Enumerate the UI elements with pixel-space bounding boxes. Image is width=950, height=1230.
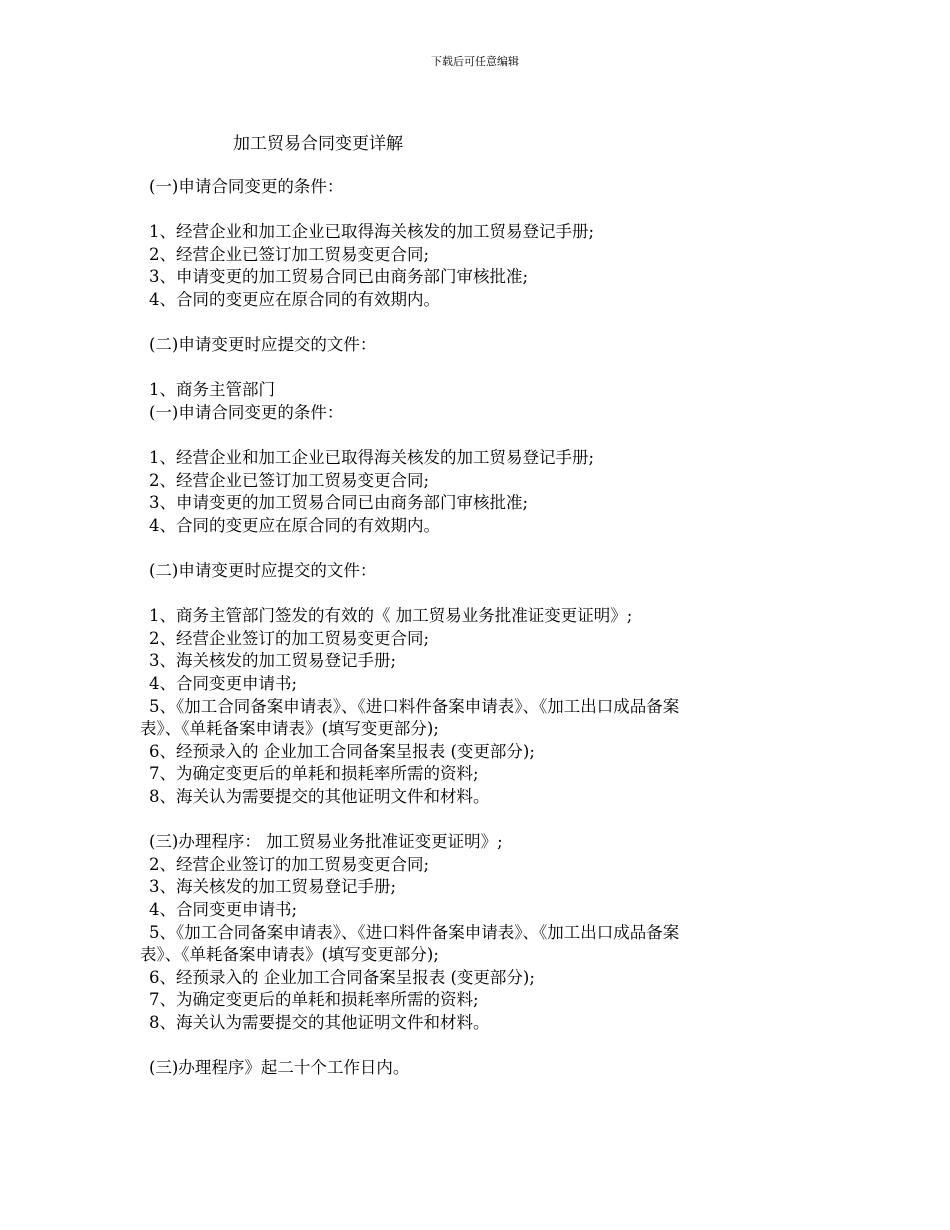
paragraph-gap [140,809,805,832]
document-body [140,176,805,1080]
document-line: 8、海关认为需要提交的其他证明文件和材料。 [149,787,490,807]
document-line: (二)申请变更时应提交的文件： [149,335,377,355]
paragraph-gap [140,425,805,448]
document-line: 6、经预录入的 企业加工合同备案呈报表 (变更部分); [149,741,535,761]
document-line: 表》、《单耗备案申请表》(填写变更部分); [140,945,439,965]
document-line: 5、《加工合同备案申请表》、《进口料件备案申请表》、《加工出口成品备案 [149,922,680,942]
document-line: (一)申请合同变更的条件： [149,402,344,422]
document-line: 3、海关核发的加工贸易登记手册; [149,877,397,897]
document-line: 2、经营企业已签订加工贸易变更合同; [149,470,430,490]
document-line: 3、申请变更的加工贸易合同已由商务部门审核批准; [149,267,529,287]
paragraph-gap [140,583,805,606]
paragraph-gap [140,199,805,222]
document-line: 3、申请变更的加工贸易合同已由商务部门审核批准; [149,493,529,513]
document-line: 表》、《单耗备案申请表》(填写变更部分); [140,719,439,739]
document-line: 4、合同的变更应在原合同的有效期内。 [149,289,440,309]
document-line: (一)申请合同变更的条件： [149,177,344,196]
document-line: 2、经营企业签订的加工贸易变更合同; [149,628,430,648]
document-line: 3、海关核发的加工贸易登记手册; [149,651,397,671]
document-line: 2、经营企业已签订加工贸易变更合同; [149,244,430,264]
document-line: 1、商务主管部门 [149,380,275,400]
document-line: 8、海关认为需要提交的其他证明文件和材料。 [149,1012,490,1032]
page-header-note: 下载后可任意编辑 [431,55,519,68]
document-line: 7、为确定变更后的单耗和损耗率所需的资料; [149,764,479,784]
paragraph-gap [140,538,805,561]
document-line: 4、合同的变更应在原合同的有效期内。 [149,515,440,535]
document-line: 6、经预录入的 企业加工合同备案呈报表 (变更部分); [149,967,535,987]
document-line: 2、经营企业签订的加工贸易变更合同; [149,854,430,874]
document-line: 1、商务主管部门签发的有效的《 加工贸易业务批准证变更证明》; [149,606,633,626]
document-line: 4、合同变更申请书; [149,674,298,694]
document-line: 4、合同变更申请书; [149,900,298,919]
document-line: 5、《加工合同备案申请表》、《进口料件备案申请表》、《加工出口成品备案 [149,696,680,716]
document-line: (三)办理程序： 加工贸易业务批准证变更证明》; [149,832,503,852]
paragraph-gap [140,312,805,335]
document-line: (二)申请变更时应提交的文件： [149,561,377,581]
paragraph-gap [140,1035,805,1058]
document-title: 加工贸易合同变更详解 [233,134,403,154]
document-line: (三)办理程序》起二十个工作日内。 [149,1058,410,1078]
document-line: 1、经营企业和加工企业已取得海关核发的加工贸易登记手册; [149,448,595,468]
document-line: 1、经营企业和加工企业已取得海关核发的加工贸易登记手册; [149,222,595,242]
document-line: 7、为确定变更后的单耗和损耗率所需的资料; [149,990,479,1010]
paragraph-gap [140,357,805,380]
